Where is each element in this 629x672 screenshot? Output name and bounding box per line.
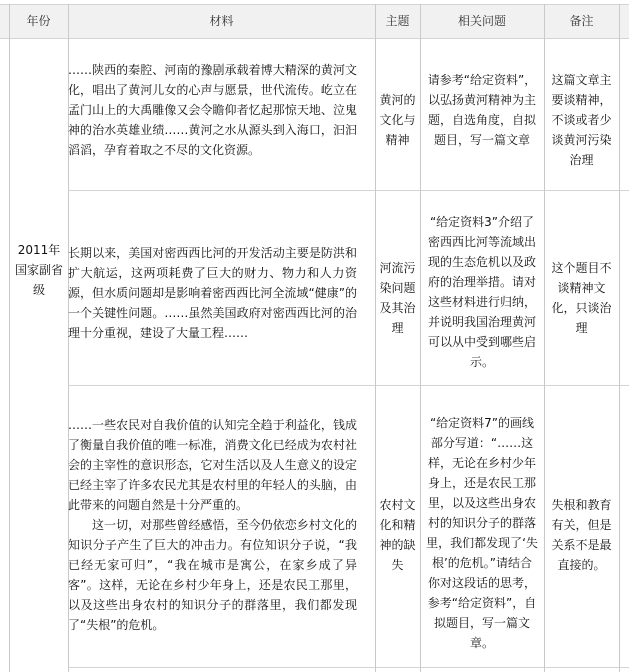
header-note: 备注 (569, 14, 594, 28)
header-question: 相关问题 (457, 14, 506, 28)
note-text: 失根和教育有关，但是关系不是最直接的。 (551, 498, 612, 572)
header-bottom-border (0, 38, 629, 39)
material-paragraph: ……一些农民对自我价值的认知完全趋于利益化，钱成了衡量自我价值的唯一标准，消费文化已经成为农村社会的主宰性的意识形态，它对生活以及人生意义的设定已经主宰了许多农民尤其是农村里的年轻人的头脑，由此带来的问题自然是十分严重的。 (68, 418, 357, 512)
question-text: 请参考“给定资料”，以弘扬黄河精神为主题，自选角度，自拟题目，写一篇文章 (427, 73, 537, 147)
note-text: 这篇文章主要谈精神，不谈或者少谈黄河污染治理 (551, 73, 612, 167)
material-paragraph: 长期以来，美国对密西西比河的开发活动主要是防洪和扩大航运，这两项耗费了巨大的财力、物力和人力资源，但水质问题却是影响着密西西比河全流域“健康”的一个关键性问题。……虽然美国政府对密西西比河的治理十分重视，建设了大量工程…… (68, 246, 357, 340)
material-text (68, 415, 357, 635)
theme-text: 农村文化和精神的缺失 (379, 498, 416, 572)
column-divider (420, 4, 421, 672)
material-paragraph: 这一切，对那些曾经感悟，至今仍依恋乡村文化的知识分子产生了巨大的冲击力。有位知识分子说，“我已经无家可归”，“我在城市是寓公，在家乡成了异客”。这样，无论在乡村少年身上，还是农民工那里，以及这些出身农村的知识分子的群落里，我们都发现了“失根”的危机。 (68, 518, 357, 632)
theme-text: 黄河的文化与精神 (379, 93, 416, 147)
theme-text: 河流污染问题及其治理 (379, 261, 416, 335)
material-text (68, 60, 357, 160)
material-paragraph: ……陕西的秦腔、河南的豫剧承载着博大精深的黄河文化，唱出了黄河儿女的心声与愿景，世代流传。屹立在孟门山上的大禹雕像又会令瞻仰者忆起那惊天地、泣鬼神的治水英雄业绩……黄河之水从源头到入海口，汩汩滔滔，孕育着取之不尽的文化资源。 (68, 63, 357, 157)
note-text: 这个题目不谈精神文化，只谈治理 (551, 261, 612, 335)
column-divider (544, 4, 545, 672)
header-year: 年份 (26, 14, 51, 28)
header-theme: 主题 (385, 14, 410, 28)
column-divider (375, 4, 376, 672)
header-material: 材料 (209, 14, 234, 28)
column-divider (619, 4, 620, 672)
year-label: 2011年国家副省级 (14, 243, 63, 297)
question-text: “给定资料7”的画线部分写道：“……这样，无论在乡村少年身上，还是农民工那里，以及这些出身农村的知识分子的群落里，我们都发现了‘失根’的危机。”请结合你对这段话的思考，参考“给定资料”，自拟题目，写一篇文章。 (426, 416, 538, 650)
column-divider (9, 4, 10, 672)
material-text (68, 243, 357, 343)
question-text: “给定资料3”介绍了密西西比河等流域出现的生态危机以及政府的治理举措。请对这些材料进行归纳，并说明我国治理黄河可以从中受到哪些启示。 (427, 215, 536, 369)
